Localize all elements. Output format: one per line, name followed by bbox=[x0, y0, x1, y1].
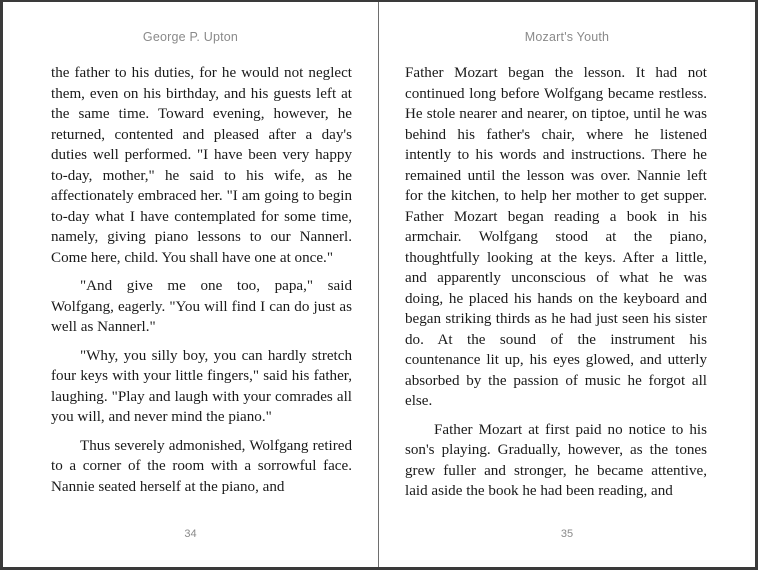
page-number-right: 35 bbox=[560, 528, 574, 540]
running-header-author: George P. Upton bbox=[142, 30, 239, 44]
right-page[interactable] bbox=[379, 2, 755, 567]
page-number-left: 34 bbox=[184, 528, 197, 540]
paragraph: Father Mozart began the lesson. It had not continued long before Wolfgang became restless. He stole nearer and nearer, on tiptoe, until he was behind his father's chair, where he listened intently to his words and instructions. There he remained until the lesson was over. Nannie left for the kitchen, to help her mother to get supper. Father Mozart began reading a book in his armchair. Wolfgang stood at the piano, thoughtfully looking at the keys. After a little, and apparently unconscious of what he was doing, he placed his hands on the keyboard and began striking thirds as he had just seen his sister do. At the sound of the instrument his countenance lit up, his eyes glowed, and utterly absorbed by the passion of music he forgot all else. bbox=[405, 65, 707, 409]
paragraph: "Why, you silly boy, you can hardly stretch four keys with your little fingers," said his father, laughing. "Play and laugh with your comrades all you will, and never mind the piano." bbox=[51, 347, 352, 425]
page-body-text bbox=[51, 63, 352, 497]
paragraph: Father Mozart at first paid no notice to his son's playing. Gradually, however, as the tones grew fuller and stronger, he became attentive, laid aside the book he had been reading, and bbox=[405, 421, 707, 499]
paragraph: Thus severely admonished, Wolfgang retired to a corner of the room with a sorrowful face. Nannie seated herself at the piano, and bbox=[51, 437, 352, 495]
page-body-text bbox=[405, 63, 707, 502]
paragraph: the father to his duties, for he would not neglect them, even on his birthday, and his guests left at the same time. Toward evening, however, he returned, contented and pleased after a day's duties well performed. "I have been very happy to-day, mother," he said to his wife, as he affectionately embraced her. "I am going to begin to-day what I have contemplated for some time, namely, giving piano lessons to our Nannerl. Come here, child. You shall have one at once." bbox=[51, 65, 352, 266]
paragraph: "And give me one too, papa," said Wolfgang, eagerly. "You will find I can do just as well as Nannerl." bbox=[51, 278, 352, 335]
left-page[interactable] bbox=[3, 2, 379, 567]
running-header-title: Mozart's Youth bbox=[524, 30, 610, 44]
